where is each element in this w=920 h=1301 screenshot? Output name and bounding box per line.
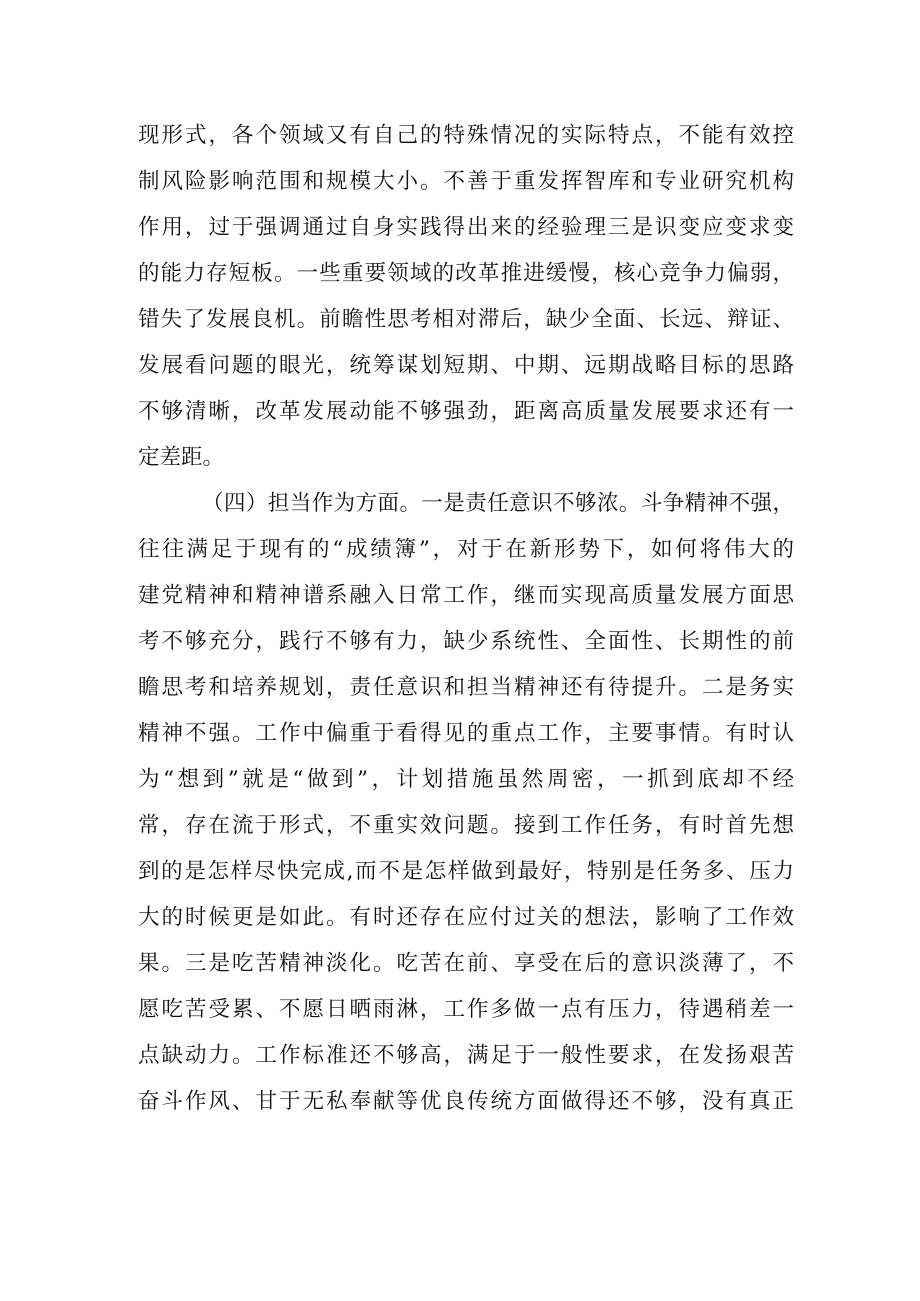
text-line: 为“想到”就是“做到”，计划措施虽然周密，一抓到底却不经 (138, 767, 794, 792)
text-line: 往往满足于现有的“成绩簿”，对于在新形势下，如何将伟大的 (138, 537, 794, 562)
paragraph-responsibility (138, 481, 794, 1125)
text-line: 愿吃苦受累、不愿日晒雨淋，工作多做一点有压力，待遇稍差一 (138, 997, 794, 1022)
text-line: 的能力存短板。一些重要领域的改革推进缓慢，核心竞争力偏弱， (138, 261, 794, 286)
text-line: 瞻思考和培养规划，责任意识和担当精神还有待提升。二是务实 (138, 675, 794, 700)
text-line: 大的时候更是如此。有时还存在应付过关的想法，影响了工作效 (138, 905, 794, 930)
section-heading-line: （四）担当作为方面。一是责任意识不够浓。斗争精神不强， (202, 491, 794, 516)
text-line: 发展看问题的眼光，统筹谋划短期、中期、远期战略目标的思路 (138, 353, 794, 378)
text-line: 常，存在流于形式，不重实效问题。接到工作任务，有时首先想 (138, 813, 794, 838)
text-line: 现形式，各个领域又有自己的特殊情况的实际特点，不能有效控 (138, 123, 794, 148)
text-line: 果。三是吃苦精神淡化。吃苦在前、享受在后的意识淡薄了，不 (138, 951, 794, 976)
text-line: 作用，过于强调通过自身实践得出来的经验理三是识变应变求变 (138, 215, 794, 240)
text-line: 制风险影响范围和规模大小。不善于重发挥智库和专业研究机构 (138, 169, 794, 194)
text-line: 不够清晰，改革发展动能不够强劲，距离高质量发展要求还有一 (138, 399, 794, 424)
text-line: 建党精神和精神谱系融入日常工作，继而实现高质量发展方面思 (138, 583, 794, 608)
text-line: 到的是怎样尽快完成,而不是怎样做到最好，特别是任务多、压力 (138, 859, 794, 884)
text-line: 点缺动力。工作标准还不够高，满足于一般性要求，在发扬艰苦 (138, 1043, 794, 1068)
text-line: 定差距。 (138, 445, 225, 470)
text-line: 奋斗作风、甘于无私奉献等优良传统方面做得还不够，没有真正 (138, 1089, 794, 1114)
text-line: 精神不强。工作中偏重于看得见的重点工作，主要事情。有时认 (138, 721, 794, 746)
text-line: 考不够充分，践行不够有力，缺少系统性、全面性、长期性的前 (138, 629, 794, 654)
paragraph-reform-capability (138, 113, 794, 481)
text-line: 错失了发展良机。前瞻性思考相对滞后，缺少全面、长远、辩证、 (138, 307, 794, 332)
document-body (138, 113, 794, 1125)
